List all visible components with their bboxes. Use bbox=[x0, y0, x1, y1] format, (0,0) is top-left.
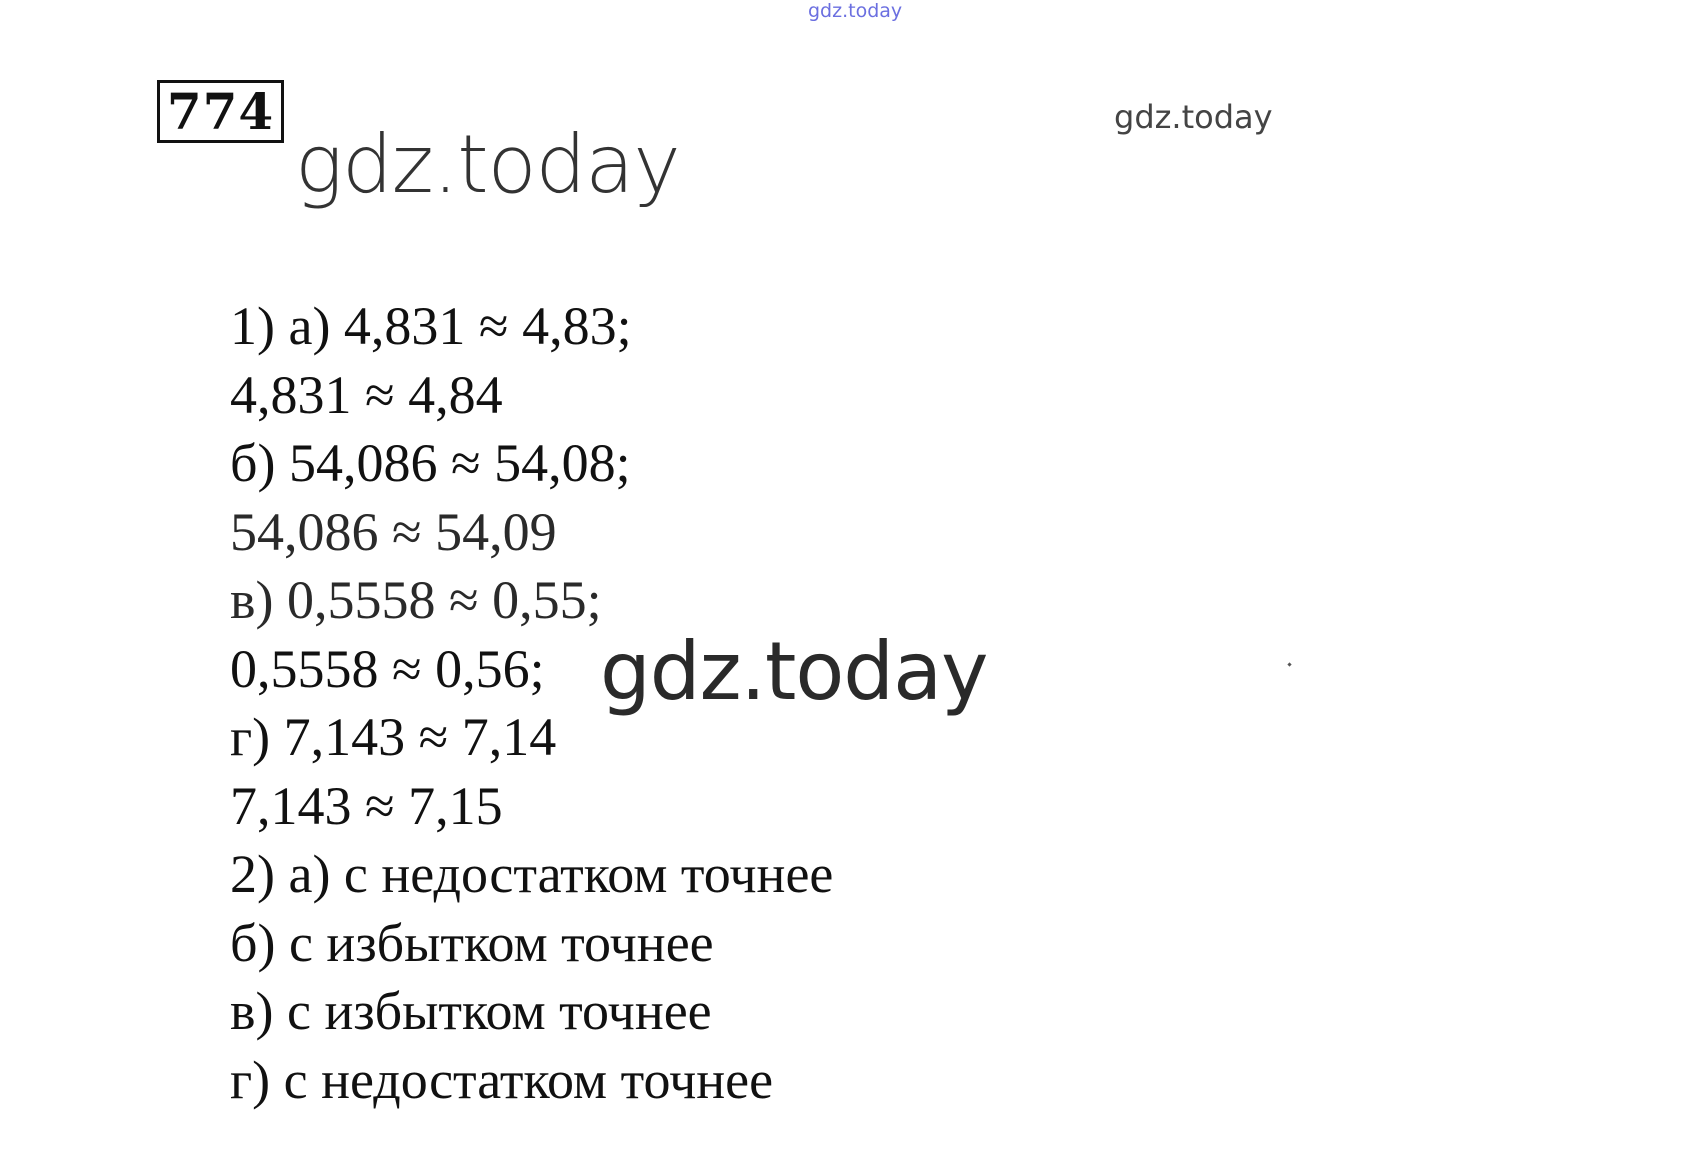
solution-line-1g-upper: 7,143 ≈ 7,15 bbox=[230, 775, 503, 836]
solution-line-2g: г) с недостатком точнее bbox=[230, 1049, 774, 1110]
watermark-large: gdz.today bbox=[295, 118, 680, 211]
watermark-top: gdz.today bbox=[808, 0, 903, 22]
solution-line-1b: б) 54,086 ≈ 54,08; bbox=[230, 433, 631, 493]
watermark-right: gdz.today bbox=[1114, 98, 1273, 136]
solution-line-1v: в) 0,5558 ≈ 0,55; bbox=[230, 570, 602, 630]
solution-line-1g: г) 7,143 ≈ 7,14 bbox=[230, 707, 557, 767]
solution-line-1b-upper: 54,086 ≈ 54,09 bbox=[230, 501, 557, 562]
solution-line-2b: б) с избытком точнее bbox=[230, 912, 714, 973]
solution-line-2a: 2) а) с недостатком точнее bbox=[230, 844, 834, 904]
solution-line-1v-upper: 0,5558 ≈ 0,56; bbox=[230, 638, 545, 699]
watermark-middle: gdz.today bbox=[600, 625, 988, 718]
stray-mark bbox=[1287, 662, 1291, 666]
solution-line-2v: в) с избытком точнее bbox=[230, 981, 712, 1041]
problem-number-box: 774 bbox=[157, 80, 284, 143]
solution-line-1a: 1) а) 4,831 ≈ 4,83; bbox=[230, 296, 632, 356]
solution-line-1a-upper: 4,831 ≈ 4,84 bbox=[230, 364, 503, 425]
